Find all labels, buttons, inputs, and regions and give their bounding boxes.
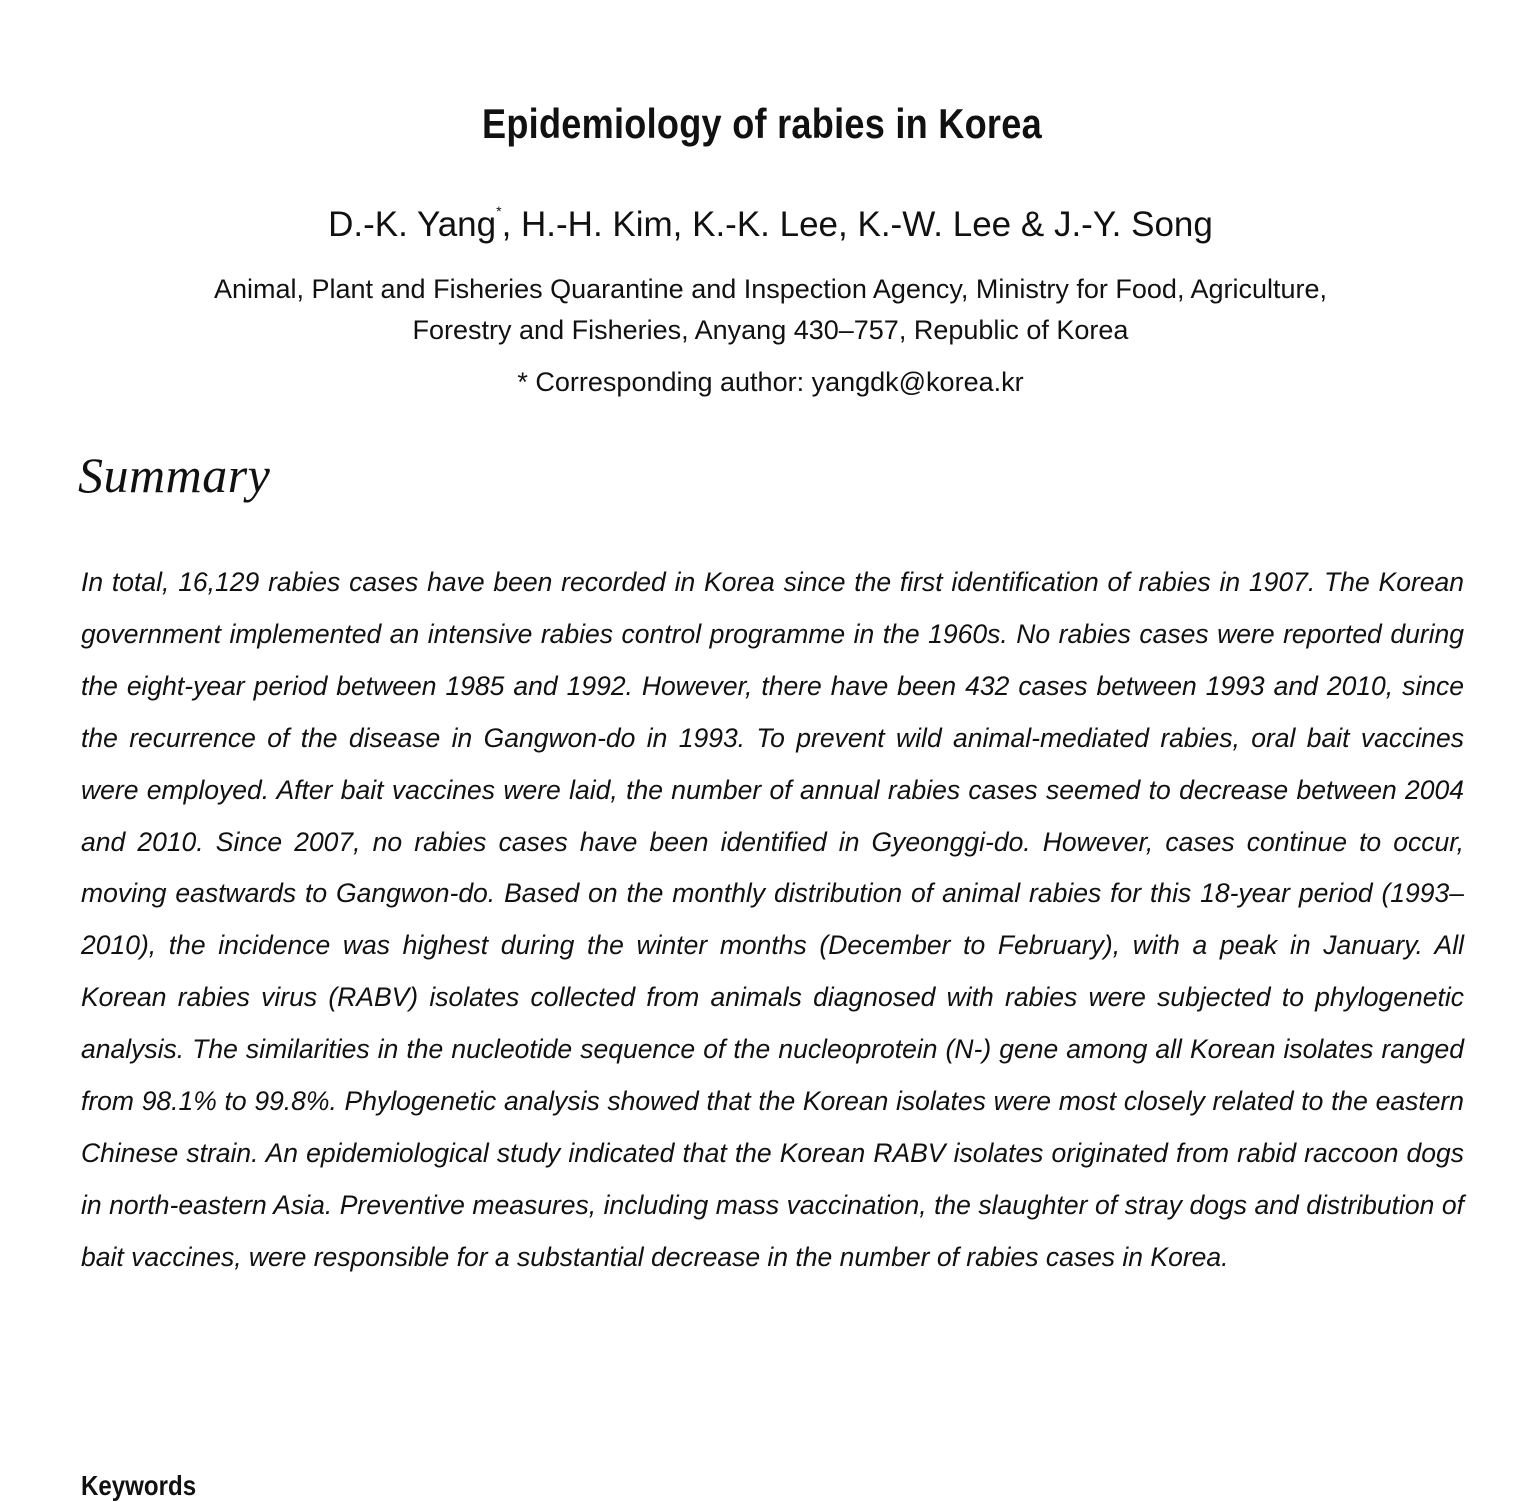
summary-text: In total, 16,129 rabies cases have been recorded in Korea since the first identification of rabies in 1907. The Korean government implemented an intensive rabies control programme in the 1960s. No rabies cases were reported during the eight-year period between 1985 and 1992. However, there have been 432 cases between 1993 and 2010, since the recurrence of the disease in Gangwon-do in 1993. To prevent wild animal-mediated rabies, oral bait vaccines were employed. After bait vaccines were laid, the number of annual rabies cases seemed to decrease between 2004 and 2010. Since 2007, no rabies cases have been identified in Gyeonggi-do. However, cases continue to occur, moving eastwards to Gangwon-do. Based on the monthly distribution of animal rabies for this 18-year period (1993–2010), the incidence was highest during the winter months (December to February), with a peak in January. All Korean rabies virus (RABV) isolates collected from animals diagnosed with rabies were subjected to phylogenetic analysis. The similarities in the nucleotide sequence of the nucleoprotein (N-) gene among all Korean isolates ranged from 98.1% to 99.8%. Phylogenetic analysis showed that the Korean isolates were most closely related to the eastern Chinese strain. An epidemiological study indicated that the Korean RABV isolates originated from rabid raccoon dogs in north-eastern Asia. Preventive measures, including mass vaccination, the slaughter of stray dogs and distribution of bait vaccines, were responsible for a substantial decrease in the number of rabies cases in Korea. [81, 567, 1464, 1272]
keywords-heading: Keywords [81, 1470, 197, 1501]
corresponding-author: * Corresponding author: yangdk@korea.kr [517, 367, 1024, 397]
corresponding-marker: * [496, 203, 502, 219]
paper-title: Epidemiology of rabies in Korea [481, 100, 1042, 147]
affiliation-line-1: Animal, Plant and Fisheries Quarantine and Inspection Agency, Ministry for Food, Agriculture, [213, 274, 1328, 304]
author-list [0, 205, 1521, 245]
first-author: D.-K. Yang [328, 205, 497, 244]
summary-heading: Summary [78, 447, 271, 503]
affiliation [0, 269, 1521, 351]
other-authors: , H.-H. Kim, K.-K. Lee, K.-W. Lee & J.-Y. Song [501, 205, 1213, 244]
affiliation-line-2: Forestry and Fisheries, Anyang 430–757, Republic of Korea [412, 315, 1129, 345]
